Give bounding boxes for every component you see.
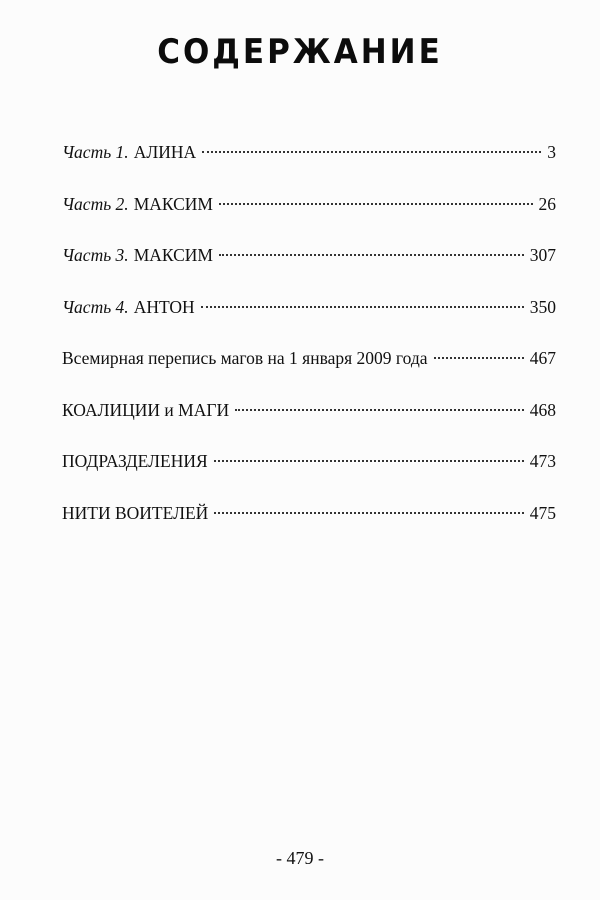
toc-part-label: Часть 4. bbox=[62, 296, 129, 317]
toc-entry-title: МАКСИМ bbox=[133, 193, 213, 214]
toc-entry-title: МАКСИМ bbox=[133, 245, 213, 265]
toc-part-label: Часть 2. bbox=[62, 193, 129, 214]
toc-page-number: 307 bbox=[529, 245, 556, 265]
toc-entry-title: НИТИ ВОИТЕЛЕЙ bbox=[62, 502, 209, 523]
table-of-contents bbox=[62, 138, 556, 550]
toc-entry-title: ПОДРАЗДЕЛЕНИЯ bbox=[62, 451, 208, 471]
toc-entry-part-2 bbox=[62, 190, 556, 242]
toc-part-label: Часть 1. bbox=[62, 142, 129, 162]
dot-leader bbox=[214, 512, 523, 514]
dot-leader bbox=[201, 306, 524, 308]
toc-part-label: Часть 3. bbox=[62, 245, 129, 265]
toc-page-number: 3 bbox=[547, 142, 556, 162]
page-title: СОДЕРЖАНИЕ bbox=[157, 32, 443, 72]
toc-entry-part-1 bbox=[62, 138, 556, 190]
toc-entry-census bbox=[62, 344, 556, 396]
toc-entry-title: АЛИНА bbox=[133, 142, 197, 162]
toc-entry-divisions bbox=[62, 447, 556, 499]
toc-page-number: 473 bbox=[529, 451, 556, 471]
toc-page-number: 475 bbox=[529, 502, 556, 523]
toc-entry-title: КОАЛИЦИИ и МАГИ bbox=[62, 399, 230, 420]
dot-leader bbox=[219, 254, 524, 256]
toc-page-number: 468 bbox=[529, 399, 556, 420]
toc-entry-part-3 bbox=[62, 241, 556, 293]
toc-page-number: 26 bbox=[538, 193, 556, 214]
toc-entry-title: АНТОН bbox=[133, 296, 195, 317]
toc-page-number: 350 bbox=[529, 296, 556, 317]
page-number-footer: - 479 - bbox=[276, 848, 324, 868]
toc-entry-coalitions bbox=[62, 396, 556, 448]
dot-leader bbox=[214, 460, 524, 462]
toc-entry-warrior-threads bbox=[62, 499, 556, 551]
dot-leader bbox=[434, 357, 524, 359]
toc-entry-title: Всемирная перепись магов на 1 января 2009 года bbox=[62, 348, 428, 368]
toc-entry-part-4 bbox=[62, 293, 556, 345]
toc-page-number: 467 bbox=[529, 348, 556, 368]
dot-leader bbox=[202, 151, 541, 153]
dot-leader bbox=[219, 203, 533, 205]
dot-leader bbox=[235, 409, 524, 411]
